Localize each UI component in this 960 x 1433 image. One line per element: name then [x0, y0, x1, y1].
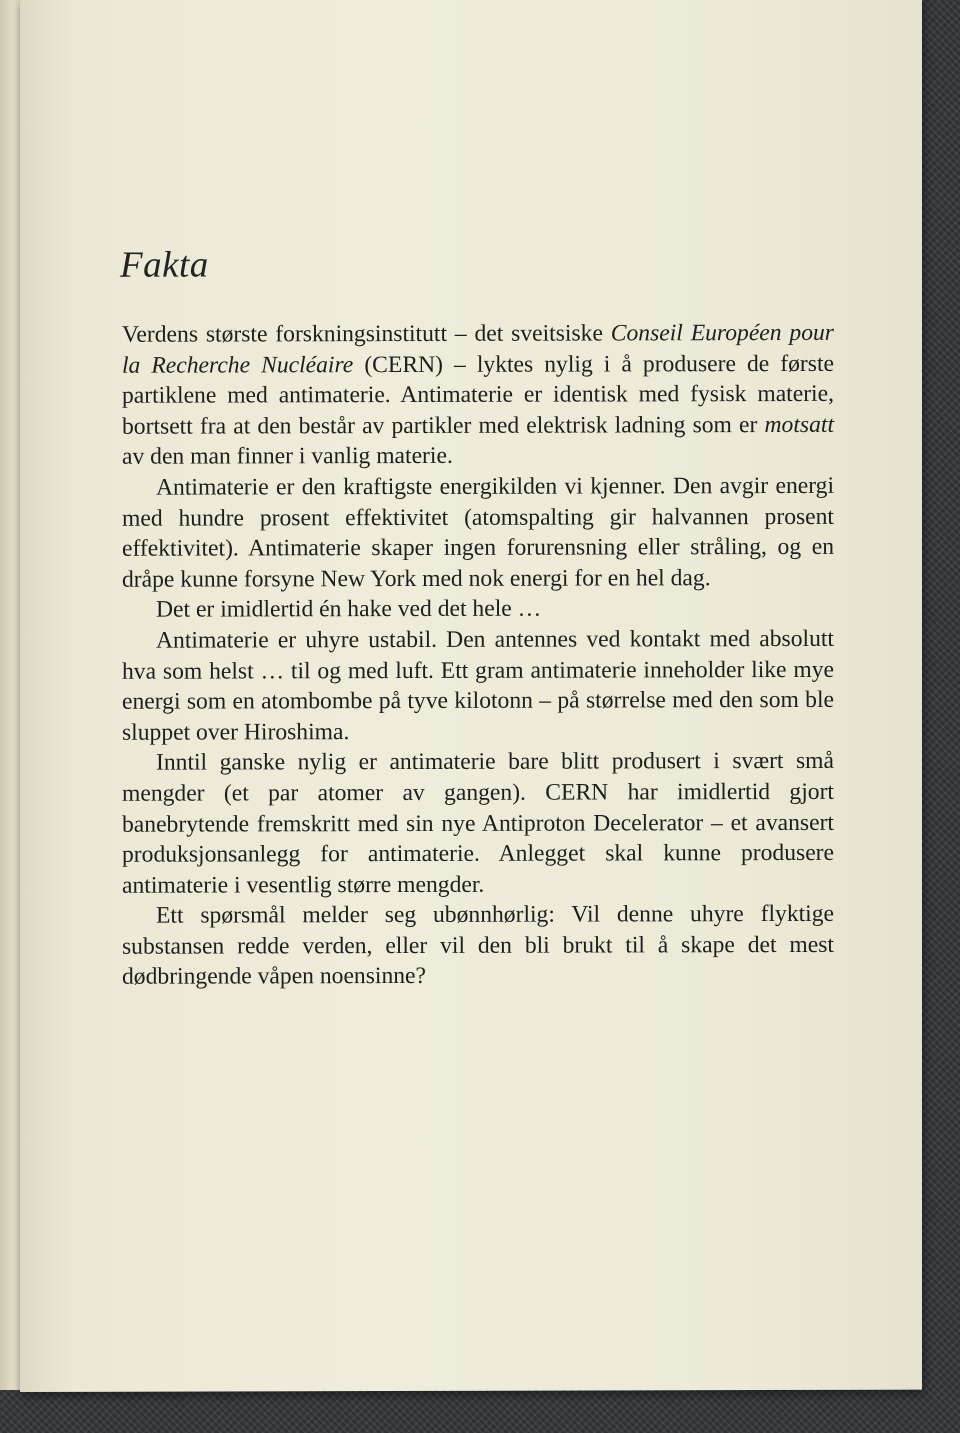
text-segment: Antimaterie er den kraftigste energikilden vi kjenner. Den avgir energi med hundre prosent effektivitet (atomspalting gir halvannen prosent effektivitet). Antimaterie skaper ingen forurensning eller stråling, og en dråpe kunne forsyne New York med nok energi for en hel dag.: [122, 472, 834, 593]
text-segment: Inntil ganske nylig er antimaterie bare blitt produsert i svært små mengder (et par atomer av gangen). CERN har imidlertid gjort banebrytende fremskritt med sin nye Antiproton Decelerator – et avansert produksjonsanlegg for antimaterie. Anlegget skal kunne produsere antimaterie i vesentlig større mengder.: [122, 748, 834, 899]
book-page: [20, 0, 922, 1392]
text-segment: Verdens største forskningsinstitutt – det sveitsiske: [122, 320, 611, 348]
page-heading: Fakta: [120, 244, 209, 286]
text-segment: (CERN) – lyktes nylig i å produsere de første partiklene med antimaterie. Antimaterie er identisk med fysisk materie, bortsett fra at den består av partikler med elektrisk ladning som er: [122, 350, 834, 440]
paragraph: [122, 471, 834, 595]
paragraph: [122, 899, 834, 993]
italic-text: Conseil Européen pour la Recherche Nucléaire: [122, 319, 834, 379]
italic-text: motsatt: [764, 411, 834, 438]
paragraph: [122, 624, 834, 748]
paragraph: [122, 318, 834, 473]
paragraph: [122, 593, 834, 625]
text-segment: Det er imidlertid én hake ved det hele …: [156, 595, 542, 623]
text-segment: Antimaterie er uhyre ustabil. Den antennes ved kontakt med absolutt hva som helst … til og med luft. Ett gram antimaterie inneholder like mye energi som en atombombe på tyve kilotonn – på størrelse med den som ble sluppet over Hiroshima.: [122, 625, 834, 746]
paragraph: [122, 746, 834, 901]
text-segment: Ett spørsmål melder seg ubønnhørlig: Vil denne uhyre flyktige substansen redde verden, eller vil den bli brukt til å skape det mest dødbringende våpen noensinne?: [122, 901, 834, 991]
body-text: [122, 318, 834, 993]
text-segment: av den man finner i vanlig materie.: [122, 443, 453, 471]
